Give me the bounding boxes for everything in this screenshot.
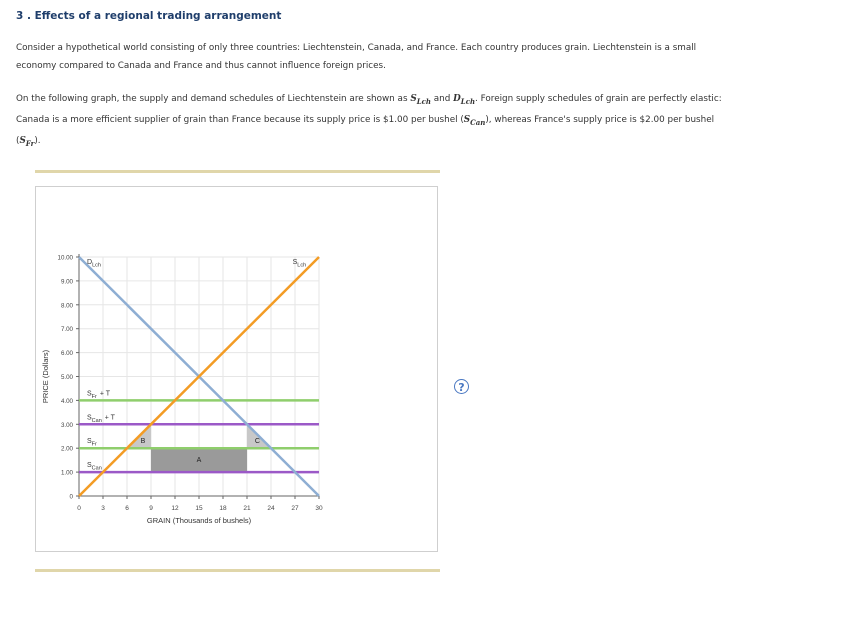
- y-tick-label: 3.00: [60, 421, 73, 429]
- x-tick-label: 0: [77, 505, 81, 512]
- y-tick-label: 7.00: [60, 326, 73, 334]
- y-tick-label: 2.00: [60, 445, 73, 453]
- desc-part2: . Foreign supply schedules of grain are perfectly elastic: Canada is a more efficient supplier of grain than France because its supply price is $1.00 per bushel (: [16, 94, 722, 125]
- y-tick-label: 0: [69, 493, 73, 501]
- x-tick-label: 24: [267, 505, 275, 512]
- desc-part3: ), whereas France's supply price is $2.00 per bushel (: [16, 114, 715, 146]
- s-fr-sub: Fr: [25, 138, 35, 148]
- area-label-a: A: [196, 457, 202, 465]
- x-tick-label: 3: [101, 505, 105, 512]
- x-tick-label: 21: [243, 505, 251, 512]
- d-lch-sub: Lch: [460, 96, 476, 106]
- x-tick-label: 18: [219, 505, 227, 512]
- hline-label-can-tariff: $S_{Can} + T$: [87, 414, 115, 424]
- area-label-c: C: [254, 438, 260, 446]
- x-tick-label: 12: [171, 505, 179, 512]
- s-can-letter: S: [463, 114, 471, 125]
- area-label-b: B: [140, 438, 146, 446]
- hline-label-fr-tariff: $S_{Fr} + T$: [87, 390, 111, 400]
- y-tick-label: 1.00: [60, 469, 73, 477]
- y-tick-label: 8.00: [60, 302, 73, 310]
- desc-part4: ).: [34, 135, 41, 146]
- desc-and: and: [433, 94, 451, 104]
- hline-label-can: $S_{Can}$: [87, 462, 102, 472]
- y-tick-label: 9.00: [60, 278, 73, 286]
- s-fr-letter: S: [19, 135, 26, 146]
- supply-curve-label: $S_{Lch}$: [292, 259, 307, 269]
- x-tick-label: 27: [291, 505, 299, 512]
- desc-part1: On the following graph, the supply and demand schedules of Liechtenstein are shown as: [16, 94, 408, 104]
- help-icon[interactable]: ?: [454, 379, 469, 394]
- y-tick-label: 4.00: [60, 397, 73, 405]
- hline-label-fr: $S_{Fr}$: [87, 438, 97, 448]
- s-lch-sub: Lch: [416, 96, 431, 106]
- question-number: 3 .: [16, 10, 31, 22]
- d-lch-letter: D: [453, 94, 461, 104]
- x-tick-label: 15: [195, 505, 203, 512]
- s-lch-letter: S: [410, 94, 417, 104]
- y-tick-label: 5.00: [60, 374, 73, 381]
- s-can-sub: Can: [470, 117, 486, 127]
- y-axis-title: PRICE (Dollars): [41, 349, 50, 404]
- demand-curve-label: $D_{Lch}$: [87, 259, 101, 269]
- x-axis-title: GRAIN (Thousands of bushels): [146, 516, 252, 525]
- x-tick-label: 6: [125, 505, 129, 512]
- x-tick-label: 30: [315, 505, 323, 512]
- intro-paragraph: Consider a hypothetical world consisting of only three countries: Liechtenstein, Canada, and France. Each country produces grain. Liechtenstein is a small economy compared to Canada and France and thus cannot influence foreign prices.: [16, 43, 697, 71]
- y-tick-label: 6.00: [60, 350, 73, 358]
- bottom-divider: [35, 569, 440, 572]
- x-tick-label: 9: [149, 505, 153, 512]
- question-title-text: Effects of a regional trading arrangement: [34, 10, 282, 22]
- y-tick-label: 10.00: [57, 254, 73, 262]
